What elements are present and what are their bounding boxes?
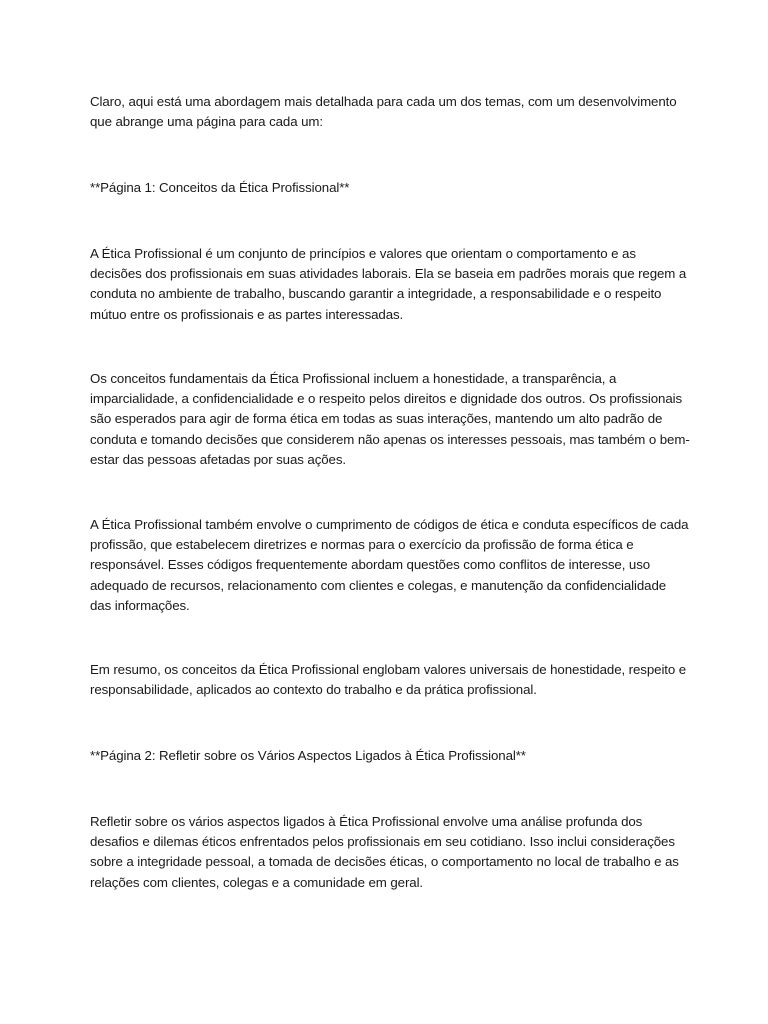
page-2-heading: **Página 2: Refletir sobre os Vários Aspectos Ligados à Ética Profissional** (90, 748, 526, 763)
paragraph-fundamental-concepts: Os conceitos fundamentais da Ética Profissional incluem a honestidade, a transparência, a imparcialidade, a confidencialidade e o respeito pelos direitos e dignidade dos outros. Os profissionais são esperados para agir de forma ética em todas as suas interações, mantendo um alto padrão de conduta e tomando decisões que considerem não apenas os interesses pessoais, mas também o bem-estar das pessoas afetadas por suas ações. (90, 371, 690, 467)
paragraph-summary: Em resumo, os conceitos da Ética Profissional englobam valores universais de honestidade, respeito e responsabilidade, aplicados ao contexto do trabalho e da prática profissional. (90, 662, 687, 698)
paragraph-definition: A Ética Profissional é um conjunto de princípios e valores que orientam o comportamento e as decisões dos profissionais em suas atividades laborais. Ela se baseia em padrões morais que regem a conduta no ambiente de trabalho, buscando garantir a integridade, a responsabilidade e o respeito mútuo entre os profissionais e as partes interessadas. (90, 246, 687, 322)
paragraph-reflection: Refletir sobre os vários aspectos ligados à Ética Profissional envolve uma análise profunda dos desafios e dilemas éticos enfrentados pelos profissionais em seu cotidiano. Isso inclui considerações sobre a integridade pessoal, a tomada de decisões éticas, o comportamento no local de trabalho e as relações com clientes, colegas e a comunidade em geral. (90, 814, 679, 890)
page-1-heading: **Página 1: Conceitos da Ética Profissional** (90, 180, 350, 195)
intro-paragraph: Claro, aqui está uma abordagem mais detalhada para cada um dos temas, com um desenvolvimento que abrange uma página para cada um: (90, 94, 677, 130)
paragraph-codes-of-ethics: A Ética Profissional também envolve o cumprimento de códigos de ética e conduta específicos de cada profissão, que estabelecem diretrizes e normas para o exercício da profissão de forma ética e responsável. Esses códigos frequentemente abordam questões como conflitos de interesse, uso adequado de recursos, relacionamento com clientes e colegas, e manutenção da confidencialidade das informações. (90, 517, 689, 613)
